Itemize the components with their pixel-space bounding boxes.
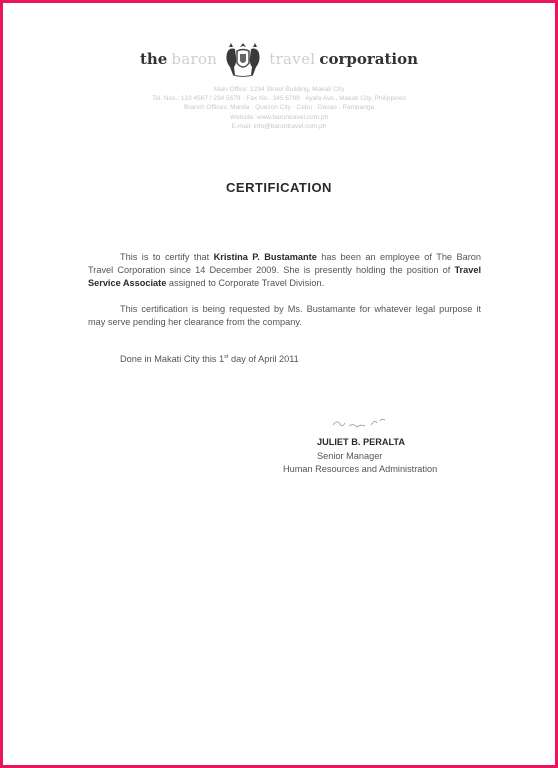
crest-logo-icon <box>221 39 265 79</box>
brand-baron: baron <box>171 50 218 68</box>
p2-text: This certification is being requested by Ms. Bustamante for whatever legal purpose it may serve pending her clearance from the company. <box>88 304 481 327</box>
address-line: E-mail: info@barontravel.com.ph <box>231 122 327 130</box>
employee-name: Kristina P. Bustamante <box>213 252 317 262</box>
signatory-name: JULIET B. PERALTA <box>317 437 405 447</box>
certification-paragraph <box>88 251 481 290</box>
address-line: Tel. Nos.: 123 4567 / 234 5678 · Fax No.: 345 6789 · Ayala Ave., Makati City, Philippines <box>151 95 406 103</box>
p1-text: assigned to Corporate Travel Division. <box>166 278 325 288</box>
signature-mark <box>331 415 387 433</box>
letterhead <box>3 39 555 131</box>
date-ordinal: st <box>224 354 229 360</box>
signatory-title: Senior Manager <box>317 450 383 461</box>
document-title: CERTIFICATION <box>226 180 332 195</box>
address-line: Website: www.barontravel.com.ph <box>229 113 329 121</box>
address-line: Main Office: 1234 Street Building, Makati City <box>213 86 345 93</box>
date-text: Done in Makati City this 1 <box>120 354 225 365</box>
signatory-department: Human Resources and Administration <box>283 464 438 474</box>
p1-text: This is to certify that <box>120 252 214 262</box>
p1-text: has been an employee of The Baron Travel Corporation since 14 December 2009. She is presently holding the position of <box>88 252 481 275</box>
date-line <box>120 354 299 364</box>
purpose-paragraph <box>88 303 481 329</box>
letterhead-address <box>3 85 555 131</box>
brand-the: the <box>139 50 168 68</box>
brand-corporation: corporation <box>319 50 419 68</box>
employee-position: Travel Service Associate <box>88 265 481 288</box>
address-line: Branch Offices: Manila · Quezon City · Cebu · Davao · Pampanga <box>184 104 374 112</box>
company-brand <box>3 39 555 79</box>
signatory-block <box>283 436 437 477</box>
date-text: day of April 2011 <box>228 354 299 365</box>
brand-travel: travel <box>269 50 316 68</box>
